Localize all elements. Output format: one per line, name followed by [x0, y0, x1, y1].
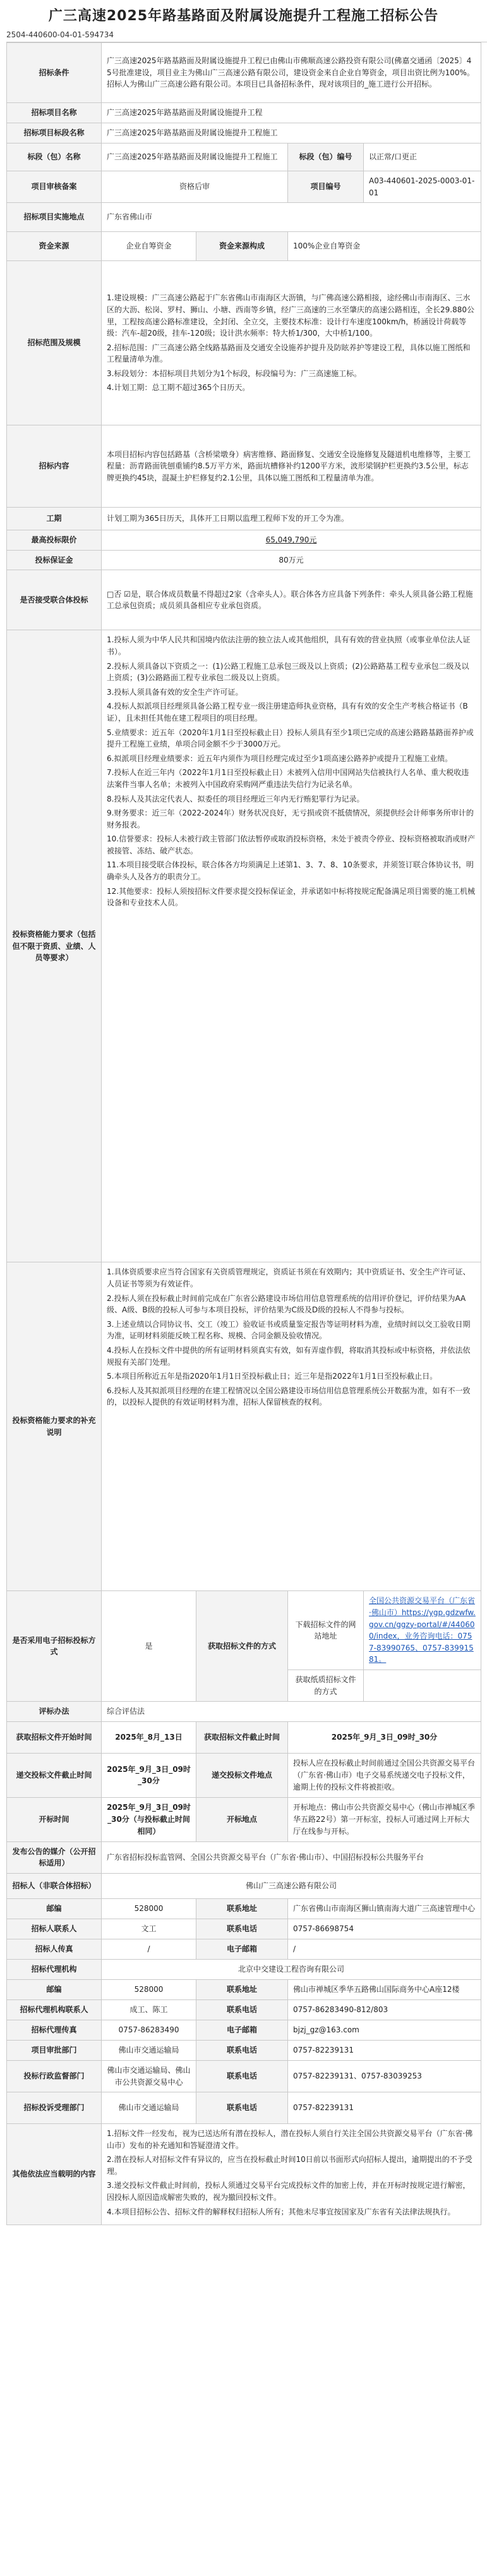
- qualification-item: 1.投标人须为中华人民共和国境内依法注册的独立法人或其他组织，具有有效的营业执照（或事业单位法人证书）。: [107, 635, 471, 656]
- row-qualification: [7, 630, 481, 1262]
- label-doc-paper: 获取纸质招标文件的方式: [288, 1670, 364, 1701]
- notice-title: 广三高速2025年路基路面及附属设施提升工程施工招标公告: [48, 8, 439, 24]
- value-funding-ratio: 100%企业自筹资金: [288, 232, 481, 261]
- row-content: [7, 425, 481, 508]
- value-max-price: 65,049,790元: [265, 535, 317, 545]
- label-opening-place: 开标地点: [196, 1797, 288, 1841]
- value-doc-start: 2025年_8月_13日: [115, 1732, 183, 1742]
- label-agency-person: 招标代理机构联系人: [7, 1999, 102, 2020]
- value-content: 本项目招标内容包括路基（含桥梁墩身）病害维修、路面修复、交通安全设施修复及隧道机电维修等，主要工程量：沥青路面铣刨重铺约8.5万平方米，路面坑槽修补约1200平方米，波形梁钢护栏更换约3.5公里，标志牌更换约45块，混凝土护栏修复约2.1公里，具体以施工图纸和工程量清单为准。: [102, 425, 481, 508]
- value-project-name: 广三高速2025年路基路面及附属设施提升工程: [102, 103, 481, 123]
- credit-item: 4.投标人在投标文件中提供的所有证明材料须真实有效，如有弄虚作假，将取消其投标或中标资格，并依法依规报有关部门处理。: [107, 1345, 471, 1367]
- label-tenderer-email: 电子邮箱: [196, 1939, 288, 1959]
- label-max-price: 最高投标限价: [7, 530, 102, 551]
- other-item: 4.本项目招标公告、招标文件的解释权归招标人所有；其他未尽事宜按国家及广东省有关法律法规执行。: [107, 2207, 455, 2216]
- value-agency-person: 成工、陈工: [102, 1999, 196, 2020]
- value-conditions: 广三高速2025年路基路面及附属设施提升工程已由佛山市佛顺高速公路投资有限公司(佛嘉交通函〔2025〕45号批准建设，项目业主为佛山广三高速公路有限公司，建设资金来自企业自筹资金，项目出资比例为100%。招标人为佛山广三高速公路有限公司。本项目已具备招标条件，现对该项目的_施工进行公开招标。: [102, 43, 481, 103]
- value-period: 计划工期为365日历天，具体开工日期以监理工程师下发的开工令为准。: [102, 508, 481, 530]
- value-location: 广东省佛山市: [102, 203, 481, 232]
- scope-item: 3.标段划分：本招标项目共划分为1个标段，标段编号为：广三高速施工标。: [107, 369, 362, 378]
- qualification-item: 4.投标人拟派项目经理须具备公路工程专业一级注册建造师执业资格，具有有效的安全生产考核合格证书（B证），且未担任其他在建工程项目的项目经理。: [107, 702, 468, 723]
- row-scope: [7, 261, 481, 425]
- qualification-item: 10.信誉要求：投标人未被行政主管部门依法暂停或取消投标资格，未处于被责令停业、投标资格被取消或财产被接管、冻结、破产状态。: [107, 834, 476, 855]
- row-tenderer-contact: [7, 1898, 481, 1919]
- label-project-code: 项目编号: [288, 171, 364, 203]
- row-funding: [7, 232, 481, 261]
- row-conditions: [7, 43, 481, 103]
- label-opening: 开标时间: [7, 1797, 102, 1841]
- label-admin-phone: 联系电话: [196, 2060, 288, 2092]
- row-tenderer-contact: [7, 1919, 481, 1939]
- value-agency-phone: 0757-86283490-812/803: [288, 1999, 481, 2020]
- label-complaint: 招标投诉受理部门: [7, 2092, 102, 2124]
- label-credit: 投标资格能力要求的补充说明: [7, 1262, 102, 1591]
- value-bond: 80万元: [102, 550, 481, 570]
- label-doc-url: 下载招标文件的网站地址: [288, 1591, 364, 1670]
- label-section: 标段（包）名称: [7, 143, 102, 171]
- row-media: [7, 1841, 481, 1873]
- row-submit: [7, 1753, 481, 1797]
- qualification-item: 5.业绩要求：近五年（2020年1月1日至投标截止日）投标人须具有至少1项已完成的高速公路路基路面养护或提升工程施工业绩，单项合同金额不少于3000万元。: [107, 728, 474, 749]
- row-project-name: [7, 103, 481, 123]
- row-evaluation: [7, 1702, 481, 1722]
- label-project-name: 招标项目名称: [7, 103, 102, 123]
- value-approval: 资格后审: [102, 171, 288, 203]
- value-tenderer-fax: /: [102, 1939, 196, 1959]
- row-other: [7, 2124, 481, 2225]
- label-agency-phone: 联系电话: [196, 1999, 288, 2020]
- other-item: 3.递交投标文件截止时间前，投标人须通过交易平台完成投标文件的加密上传，并在开标时按规定进行解密，因投标人原因造成解密失败的，视为撤回投标文件。: [107, 2181, 471, 2202]
- row-admin: [7, 2060, 481, 2092]
- value-tenderer: 佛山广三高速公路有限公司: [102, 1873, 481, 1898]
- label-agency-address: 联系地址: [196, 1979, 288, 1999]
- row-consortium: [7, 570, 481, 630]
- value-agency-address: 佛山市禅城区季华五路佛山国际商务中心A座12楼: [288, 1979, 481, 1999]
- label-package-name: 招标项目标段名称: [7, 123, 102, 143]
- value-package-name: 广三高速2025年路基路面及附属设施提升工程施工: [102, 123, 481, 143]
- row-agency-contact: [7, 1979, 481, 1999]
- label-tenderer-phone: 联系电话: [196, 1919, 288, 1939]
- label-funding-ratio: 资金来源构成: [196, 232, 288, 261]
- label-qualification: 投标资格能力要求（包括但不限于资质、业绩、人员等要求）: [7, 630, 102, 1262]
- doc-download-link[interactable]: 全国公共资源交易平台（广东省·佛山市）https://ygp.gdzwfw.gov.cn/ggzy-portal/#/440600/index，业务咨询电话：0757-83990765、0757-83991581。: [369, 1596, 476, 1664]
- row-tenderer-contact: [7, 1939, 481, 1959]
- label-tenderer: 招标人（非联合体招标）: [7, 1873, 102, 1898]
- row-opening: [7, 1797, 481, 1841]
- row-section: [7, 143, 481, 171]
- row-max-price: [7, 530, 481, 551]
- label-section-code: 标段（包）编号: [288, 143, 364, 171]
- value-consortium: □否 ☑是，联合体成员数量不得超过2家（含牵头人）。联合体各方应具备下列条件：牵头人须具备公路工程施工总承包资质；成员须具备相应专业承包资质。: [102, 570, 481, 630]
- row-agency: [7, 1959, 481, 1979]
- value-agency-postcode: 528000: [102, 1979, 196, 1999]
- value-evaluation: 综合评估法: [102, 1702, 481, 1722]
- label-media: 发布公告的媒介（公开招标适用）: [7, 1841, 102, 1873]
- row-credit: [7, 1262, 481, 1591]
- value-tenderer-postcode: 528000: [102, 1898, 196, 1919]
- qualification-item: 11.本项目接受联合体投标，联合体各方均须满足上述第1、3、7、8、10条要求，并须签订联合体协议书，明确牵头人及各方的职责分工。: [107, 860, 474, 882]
- value-opening-place: 开标地点：佛山市公共资源交易中心（佛山市禅城区季华五路22号）第一开标室，投标人可通过网上开标大厅在线参与开标。: [288, 1797, 481, 1841]
- qualification-item: 8.投标人及其法定代表人、拟委任的项目经理近三年内无行贿犯罪行为记录。: [107, 794, 364, 803]
- label-conditions: 招标条件: [7, 43, 102, 103]
- notice-number: 2504-440600-04-01-594734: [6, 28, 487, 42]
- label-ebid: 是否采用电子招标投标方式: [7, 1591, 102, 1702]
- scope-item: 2.招标范围：广三高速公路全线路基路面及交通安全设施养护提升及防眩养护等建设工程，具体以施工图纸和工程量清单为准。: [107, 343, 471, 364]
- value-supervisor-phone: 0757-82239131: [288, 2040, 481, 2060]
- credit-item: 3.上述业绩以合同协议书、交工（竣工）验收证书或质量鉴定报告等证明材料为准，业绩时间以交工验收日期为准，证明材料须能反映工程名称、规模、合同金额及验收情况。: [107, 1319, 471, 1341]
- value-tenderer-phone: 0757-86698754: [288, 1919, 481, 1939]
- label-tenderer-postcode: 邮编: [7, 1898, 102, 1919]
- credit-item: 5.本项目所称近五年是指2020年1月1日至投标截止日；近三年是指2022年1月1日至投标截止日。: [107, 1372, 438, 1381]
- label-other: 其他依法应当载明的内容: [7, 2124, 102, 2225]
- value-tenderer-email: /: [288, 1939, 481, 1959]
- value-opening: 2025年_9月_3日_09时_30分（与投标截止时间相同）: [107, 1803, 191, 1836]
- value-media: 广东省招标投标监管网、全国公共资源交易平台（广东省·佛山市）、中国招标投标公共服务平台: [102, 1841, 481, 1873]
- label-submit-place: 递交投标文件地点: [196, 1753, 288, 1797]
- label-supervisor: 项目审批部门: [7, 2040, 102, 2060]
- value-complaint-phone: 0757-82239131: [288, 2092, 481, 2124]
- value-section-code: 以正常/口更正: [364, 143, 481, 171]
- label-scope: 招标范围及规模: [7, 261, 102, 425]
- credit-item: 6.投标人及其拟派项目经理的在建工程情况以全国公路建设市场信用信息管理系统公开数据为准，如有不一致的，以投标人提供的有效证明材料为准，招标人保留核查的权利。: [107, 1386, 471, 1407]
- value-supervisor: 佛山市交通运输局: [102, 2040, 196, 2060]
- other-item: 2.潜在投标人对招标文件有异议的，应当在投标截止时间10日前以书面形式向招标人提出，逾期提出的不予受理。: [107, 2155, 472, 2176]
- label-evaluation: 评标办法: [7, 1702, 102, 1722]
- value-qualification: [102, 630, 481, 1262]
- value-submit-place: 投标人应在投标截止时间前通过全国公共资源交易平台（广东省·佛山市）电子交易系统递交电子投标文件，逾期上传的投标文件将被拒收。: [288, 1753, 481, 1797]
- label-content: 招标内容: [7, 425, 102, 508]
- label-funding: 资金来源: [7, 232, 102, 261]
- label-complaint-phone: 联系电话: [196, 2092, 288, 2124]
- qualification-item: 12.其他要求：投标人须按招标文件要求提交投标保证金，并承诺如中标将按规定配备满足项目需要的施工机械设备和专业技术人员。: [107, 886, 476, 908]
- label-agency-email: 电子邮箱: [196, 2020, 288, 2040]
- value-submit: 2025年_9月_3日_09时_30分: [107, 1764, 191, 1786]
- label-supervisor-phone: 联系电话: [196, 2040, 288, 2060]
- value-doc-paper: [364, 1670, 481, 1701]
- value-scope: [102, 261, 481, 425]
- value-credit: [102, 1262, 481, 1591]
- label-doc-method: 获取招标文件的方式: [196, 1591, 288, 1702]
- label-agency-postcode: 邮编: [7, 1979, 102, 1999]
- qualification-item: 7.投标人在近三年内（2022年1月1日至投标截止日）未被列入信用中国网站失信被执行人名单、重大税收违法案件当事人名单；未被列入中国政府采购网严重违法失信行为记录名单。: [107, 768, 469, 789]
- label-doc-end: 获取招标文件截止时间: [196, 1721, 288, 1753]
- value-admin: 佛山市交通运输局、佛山市公共资源交易中心: [102, 2060, 196, 2092]
- credit-item: 1.具体资质要求应当符合国家有关资质管理规定，资质证书须在有效期内；其中资质证书、安全生产许可证、人员证书等须为有效证件。: [107, 1267, 471, 1288]
- label-admin: 投标行政监督部门: [7, 2060, 102, 2092]
- label-doc-start: 获取招标文件开始时间: [7, 1721, 102, 1753]
- label-location: 招标项目实施地点: [7, 203, 102, 232]
- row-bond: [7, 550, 481, 570]
- row-agency-contact: [7, 2020, 481, 2040]
- value-other: [102, 2124, 481, 2225]
- label-tenderer-fax: 招标人传真: [7, 1939, 102, 1959]
- label-tenderer-person: 招标人联系人: [7, 1919, 102, 1939]
- value-tenderer-address: 广东省佛山市南海区狮山镇南海大道广三高速管理中心: [288, 1898, 481, 1919]
- value-section: 广三高速2025年路基路面及附属设施提升工程施工: [102, 143, 288, 171]
- value-agency: 北京中交建设工程咨询有限公司: [102, 1959, 481, 1979]
- row-tenderer: [7, 1873, 481, 1898]
- notice-table: [6, 42, 481, 2225]
- row-agency-contact: [7, 1999, 481, 2020]
- label-tenderer-address: 联系地址: [196, 1898, 288, 1919]
- row-package-name: [7, 123, 481, 143]
- scope-item: 1.建设规模：广三高速公路起于广东省佛山市南海区大沥镇，与广佛高速公路相接，途经佛山市南海区、三水区的大沥、松岗、罗村、狮山、小塘、西南等乡镇，经广三高速的三水至肇庆的高速公路相连，全长29.880公里，工程按高速公路标准建设，全封闭、全立交，主要技术标准：设计行车速度100km/h，桥涵设计荷载等级：汽车-超20级，挂车-120级；设计洪水频率：特大桥1/300，大中桥1/100。: [107, 293, 474, 338]
- qualification-item: 2.投标人须具备以下资质之一：(1)公路工程施工总承包三级及以上资质；(2)公路路基工程专业承包二级及以上资质；(3)公路路面工程专业承包二级及以上资质。: [107, 661, 469, 683]
- credit-item: 2.投标人须在投标截止时间前完成在广东省公路建设市场信用信息管理系统的信用评价登记，评价结果为AA级、A级、B级的投标人可参与本项目投标，评价结果为C级及D级的投标人不得参与投标。: [107, 1293, 466, 1315]
- label-consortium: 是否接受联合体投标: [7, 570, 102, 630]
- label-bond: 投标保证金: [7, 550, 102, 570]
- value-agency-email: bjzj_gz@163.com: [288, 2020, 481, 2040]
- value-tenderer-person: 文工: [102, 1919, 196, 1939]
- qualification-item: 9.财务要求：近三年（2022-2024年）财务状况良好，无亏损或资不抵债情况，须提供经会计师事务所审计的财务报表。: [107, 809, 474, 829]
- label-agency-fax: 招标代理传真: [7, 2020, 102, 2040]
- label-agency: 招标代理机构: [7, 1959, 102, 1979]
- row-location: [7, 203, 481, 232]
- row-approval: [7, 171, 481, 203]
- row-ebid: [7, 1591, 481, 1670]
- other-item: 1.招标文件一经发布，视为已送达所有潜在投标人，潜在投标人须自行关注全国公共资源交易平台（广东省·佛山市）发布的补充通知和答疑澄清文件。: [107, 2129, 473, 2150]
- label-approval: 项目审核备案: [7, 171, 102, 203]
- scope-item: 4.计划工期：总工期不超过365个日历天。: [107, 383, 250, 393]
- value-funding: 企业自筹资金: [102, 232, 196, 261]
- value-admin-phone: 0757-82239131、0757-83039253: [288, 2060, 481, 2092]
- value-ebid: 是: [102, 1591, 196, 1702]
- row-period: [7, 508, 481, 530]
- value-complaint: 佛山市交通运输局: [102, 2092, 196, 2124]
- row-doc-time: [7, 1721, 481, 1753]
- value-project-code: A03-440601-2025-0003-01-01: [364, 171, 481, 203]
- value-doc-end: 2025年_9月_3日_09时_30分: [331, 1732, 438, 1742]
- label-period: 工期: [7, 508, 102, 530]
- row-supervisor: [7, 2040, 481, 2060]
- value-agency-fax: 0757-86283490: [102, 2020, 196, 2040]
- label-submit: 递交投标文件截止时间: [7, 1753, 102, 1797]
- row-complaint: [7, 2092, 481, 2124]
- qualification-item: 3.投标人须具备有效的安全生产许可证。: [107, 687, 243, 697]
- qualification-item: 6.拟派项目经理业绩要求：近五年内须作为项目经理完成过至少1项高速公路养护或提升工程施工业绩。: [107, 754, 453, 763]
